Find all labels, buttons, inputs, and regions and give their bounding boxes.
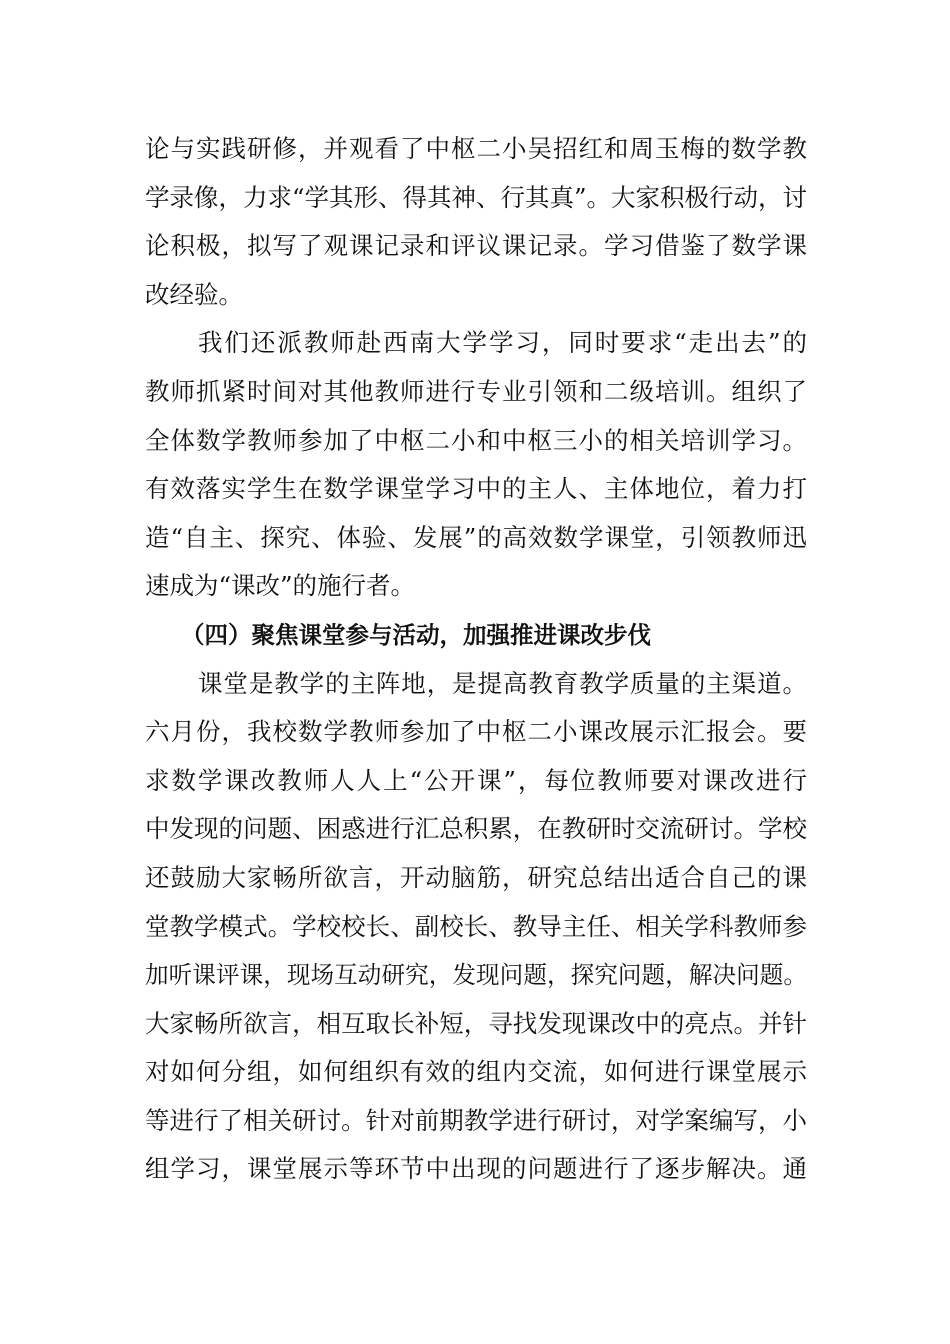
text-line: 求数学课改教师人人上“公开课”，每位教师要对课改进行 [145, 765, 807, 795]
text-line: 学录像，力求“学其形、得其神、行其真”。大家积极行动，讨 [145, 182, 808, 212]
text-line: 等进行了相关研讨。针对前期教学进行研讨，对学案编写，小 [145, 1105, 807, 1135]
paragraph-training [145, 319, 807, 611]
text-line: 六月份，我校数学教师参加了中枢二小课改展示汇报会。要 [145, 717, 807, 747]
document-page [145, 125, 807, 1194]
section-heading: （四）聚焦课堂参与活动，加强推进课改步伐 [181, 620, 651, 649]
text-line: 大家畅所欲言，相互取长补短，寻找发现课改中的亮点。并针 [145, 1008, 807, 1038]
text-line: 对如何分组，如何组织有效的组内交流，如何进行课堂展示 [145, 1057, 807, 1087]
text-line: 课堂是教学的主阵地，是提高教育教学质量的主渠道。 [198, 668, 807, 698]
text-line: 加听课评课，现场互动研究，发现问题，探究问题，解决问题。 [145, 961, 807, 990]
text-line: 中发现的问题、困惑进行汇总积累，在教研时交流研讨。学校 [145, 814, 807, 844]
text-line: 论与实践研修，并观看了中枢二小吴招红和周玉梅的数学教 [145, 134, 807, 163]
text-line: 堂教学模式。学校校长、副校长、教导主任、相关学科教师参 [145, 911, 807, 941]
text-line: 改经验。 [145, 279, 243, 309]
text-line: 造“自主、探究、体验、发展”的高效数学课堂，引领教师迅 [145, 522, 807, 552]
text-line: 组学习，课堂展示等环节中出现的问题进行了逐步解决。通 [145, 1154, 807, 1184]
text-line: 有效落实学生在数学课堂学习中的主人、主体地位，着力打 [145, 474, 807, 504]
paragraph-classroom [145, 660, 807, 1195]
text-line: 全体数学教师参加了中枢二小和中枢三小的相关培训学习。 [145, 425, 807, 455]
text-line: 还鼓励大家畅所欲言，开动脑筋，研究总结出适合自己的课 [145, 862, 807, 892]
text-line: 速成为“课改”的施行者。 [145, 571, 416, 601]
text-line: 我们还派教师赴西南大学学习，同时要求“走出去”的 [198, 328, 807, 358]
text-line: 教师抓紧时间对其他教师进行专业引领和二级培训。组织了 [145, 376, 807, 406]
paragraph-continuation [145, 125, 807, 319]
text-line: 论积极，拟写了观课记录和评议课记录。学习借鉴了数学课 [145, 231, 807, 261]
